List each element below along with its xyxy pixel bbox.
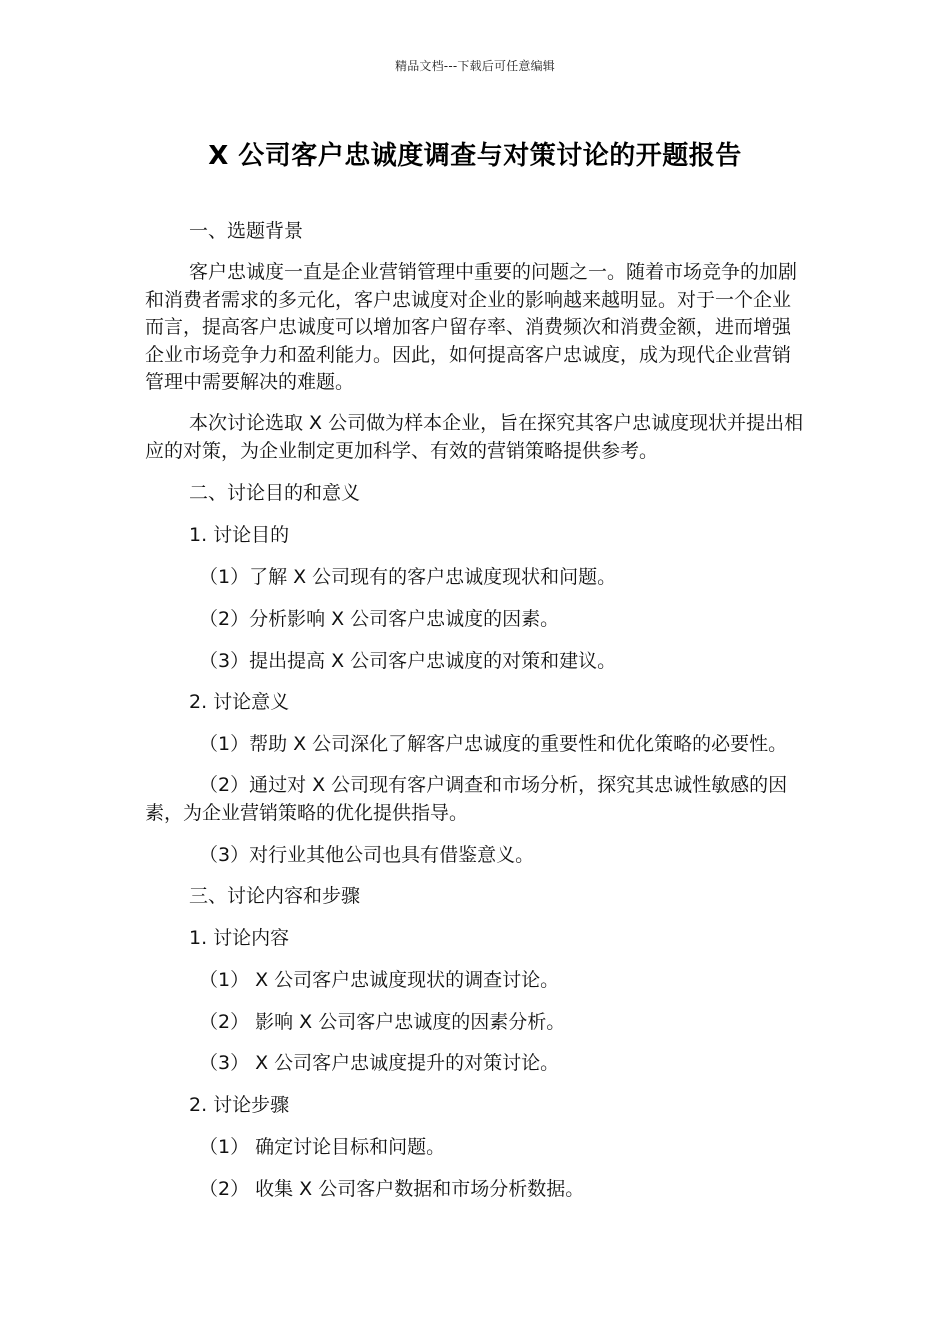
steps-item-1: （1） 确定讨论目标和问题。	[199, 1136, 446, 1158]
section-heading-background: 一、选题背景	[189, 220, 304, 242]
significance-item-2: （2）通过对 X 公司现有客户调查和市场分析，探究其忠诚性敏感的因素，为企业营销策略的优化提供指导。	[145, 774, 788, 824]
background-paragraph-1: 客户忠诚度一直是企业营销管理中重要的问题之一。随着市场竞争的加剧和消费者需求的多元化，客户忠诚度对企业的影响越来越明显。对于一个企业而言，提高客户忠诚度可以增加客户留存率、消费频次和消费金额，进而增强企业市场竞争力和盈利能力。因此，如何提高客户忠诚度，成为现代企业营销管理中需要解决的难题。	[145, 261, 798, 393]
subheading-significance: 2. 讨论意义	[189, 691, 290, 713]
content-item-2: （2） 影响 X 公司客户忠诚度的因素分析。	[199, 1011, 566, 1033]
document-title: X 公司客户忠诚度调查与对策讨论的开题报告	[208, 141, 742, 171]
background-paragraph-2: 本次讨论选取 X 公司做为样本企业，旨在探究其客户忠诚度现状并提出相应的对策，为企业制定更加科学、有效的营销策略提供参考。	[145, 412, 804, 462]
header-note: 精品文档---下载后可任意编辑	[395, 59, 555, 73]
section-heading-purpose-significance: 二、讨论目的和意义	[189, 482, 361, 504]
significance-item-3: （3）对行业其他公司也具有借鉴意义。	[199, 844, 535, 866]
purpose-item-3: （3）提出提高 X 公司客户忠诚度的对策和建议。	[199, 650, 617, 672]
content-item-3: （3） X 公司客户忠诚度提升的对策讨论。	[199, 1052, 560, 1074]
subheading-steps: 2. 讨论步骤	[189, 1094, 290, 1116]
purpose-item-2: （2）分析影响 X 公司客户忠诚度的因素。	[199, 608, 560, 630]
subheading-purpose: 1. 讨论目的	[189, 524, 290, 546]
content-item-1: （1） X 公司客户忠诚度现状的调查讨论。	[199, 969, 560, 991]
purpose-item-1: （1）了解 X 公司现有的客户忠诚度现状和问题。	[199, 566, 617, 588]
subheading-content: 1. 讨论内容	[189, 927, 290, 949]
section-heading-content-steps: 三、讨论内容和步骤	[189, 885, 361, 907]
significance-item-1: （1）帮助 X 公司深化了解客户忠诚度的重要性和优化策略的必要性。	[199, 733, 788, 755]
steps-item-2: （2） 收集 X 公司客户数据和市场分析数据。	[199, 1178, 585, 1200]
